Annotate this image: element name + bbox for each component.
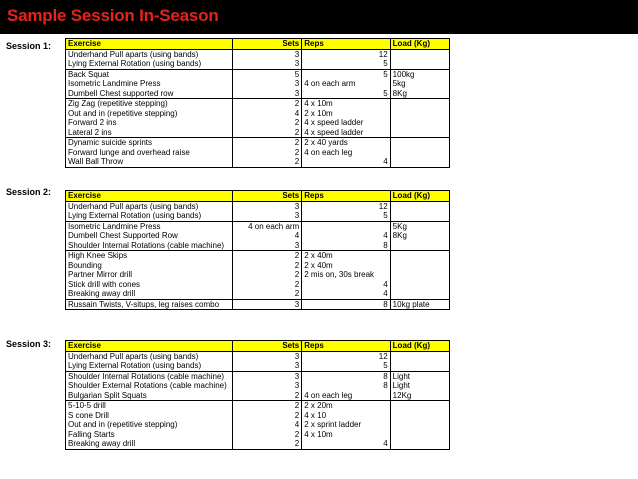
table-row	[66, 211, 450, 221]
cell-sets: 2	[232, 118, 302, 128]
cell-exercise: Bulgarian Split Squats	[66, 391, 233, 401]
header-reps: Reps	[302, 191, 390, 202]
cell-load: 10kg plate	[390, 299, 449, 310]
cell-reps: 4 on each leg	[304, 147, 353, 157]
cell-load	[390, 99, 449, 109]
table-row	[66, 241, 450, 251]
cell-exercise: Dynamic suicide sprints	[66, 138, 233, 148]
cell-sets: 5	[232, 69, 302, 79]
cell-exercise: Isometric Landmine Press	[66, 79, 233, 89]
cell-sets: 2	[232, 401, 302, 411]
table-row	[66, 148, 450, 158]
cell-sets: 3	[232, 79, 302, 89]
bottom-fade	[0, 465, 638, 479]
header-reps: Reps	[302, 341, 390, 352]
table-row	[66, 381, 450, 391]
cell-sets: 2	[232, 261, 302, 271]
cell-sets: 3	[232, 59, 302, 69]
cell-reps: 8	[302, 299, 390, 310]
page-title: Sample Session In-Season	[7, 6, 219, 25]
cell-exercise: Lying External Rotation (using bands)	[66, 211, 233, 221]
cell-exercise: Breaking away drill	[66, 289, 233, 299]
cell-sets: 3	[232, 49, 302, 59]
table-row	[66, 69, 450, 79]
table-row	[66, 201, 450, 211]
cell-load	[390, 241, 449, 251]
cell-load	[390, 261, 449, 271]
cell-exercise: Stick drill with cones	[66, 280, 233, 290]
cell-exercise: Underhand Pull aparts (using bands)	[66, 49, 233, 59]
header-exercise: Exercise	[66, 191, 233, 202]
cell-sets: 4	[232, 109, 302, 119]
cell-sets: 2	[232, 391, 302, 401]
cell-exercise: Falling Starts	[66, 430, 233, 440]
header-load: Load (Kg)	[390, 39, 449, 50]
cell-load	[390, 411, 449, 421]
cell-reps: 4	[383, 279, 388, 289]
cell-reps: 2 mis on, 30s break	[304, 270, 375, 280]
cell-reps: 4 x 10m	[302, 99, 390, 109]
table-row	[66, 361, 450, 371]
cell-load: 100kg	[390, 69, 449, 79]
cell-exercise: Lateral 2 ins	[66, 128, 233, 138]
cell-load	[390, 138, 449, 148]
cell-reps: 4	[383, 231, 388, 241]
table-row	[66, 79, 450, 89]
cell-load	[390, 128, 449, 138]
cell-reps: 4 x 10m	[304, 429, 333, 439]
cell-sets: 2	[232, 270, 302, 280]
cell-exercise: Zig Zag (repetitive stepping)	[66, 99, 233, 109]
cell-sets: 2	[232, 99, 302, 109]
cell-load	[390, 270, 449, 280]
cell-sets: 4 on each arm	[232, 221, 302, 231]
cell-load: Light	[390, 371, 449, 381]
cell-exercise: Lying External Rotation (using bands)	[66, 59, 233, 69]
table-row	[66, 371, 450, 381]
cell-load	[390, 289, 449, 299]
cell-load	[390, 157, 449, 167]
cell-exercise: Forward 2 ins	[66, 118, 233, 128]
table-row	[66, 89, 450, 99]
cell-sets: 3	[232, 381, 302, 391]
table-row	[66, 221, 450, 231]
cell-exercise: Shoulder External Rotations (cable machine)	[66, 381, 233, 391]
cell-load: 5Kg	[390, 221, 449, 231]
header-row	[66, 341, 450, 352]
cell-exercise: 5-10-5 drill	[66, 401, 233, 411]
table-row	[66, 430, 450, 440]
cell-sets: 3	[232, 361, 302, 371]
cell-reps: 4	[302, 157, 390, 167]
session-table	[65, 38, 450, 168]
cell-exercise: S cone Drill	[66, 411, 233, 421]
cell-reps: 8	[383, 240, 388, 250]
cell-reps: 8	[302, 371, 390, 381]
session-label: Session 2:	[6, 187, 52, 197]
cell-sets: 4	[232, 420, 302, 430]
cell-sets: 2	[232, 251, 302, 261]
cell-reps: 12	[378, 201, 388, 211]
cell-load	[390, 118, 449, 128]
cell-reps: 2 x 40m	[302, 251, 390, 261]
header-sets: Sets	[232, 191, 302, 202]
cell-sets: 2	[232, 128, 302, 138]
cell-exercise: Out and in (repetitive stepping)	[66, 420, 233, 430]
cell-exercise: Russain Twists, V-situps, leg raises combo	[66, 299, 233, 310]
cell-sets: 3	[232, 89, 302, 99]
cell-exercise: Back Squat	[66, 69, 233, 79]
cell-sets: 2	[232, 138, 302, 148]
header-sets: Sets	[232, 341, 302, 352]
cell-sets: 3	[232, 241, 302, 251]
title-banner	[0, 0, 638, 34]
cell-exercise: High Knee Skips	[66, 251, 233, 261]
cell-load: 8Kg	[390, 89, 449, 99]
cell-sets: 3	[232, 201, 302, 211]
cell-sets: 2	[232, 411, 302, 421]
cell-exercise: Forward lunge and overhead raise	[66, 148, 233, 158]
cell-load	[390, 49, 449, 59]
cell-reps: 4	[383, 289, 388, 299]
header-row	[66, 191, 450, 202]
cell-reps: 4 x 10	[304, 410, 327, 420]
cell-load	[390, 280, 449, 290]
cell-load	[390, 59, 449, 69]
table-row	[66, 128, 450, 138]
cell-exercise: Shoulder Internal Rotations (cable machine)	[66, 241, 233, 251]
cell-sets: 4	[232, 231, 302, 241]
cell-load	[390, 401, 449, 411]
cell-sets: 2	[232, 148, 302, 158]
cell-reps: 4 on each leg	[304, 390, 353, 400]
cell-exercise: Shoulder Internal Rotations (cable machine)	[66, 371, 233, 381]
cell-exercise: Underhand Pull aparts (using bands)	[66, 351, 233, 361]
session-table	[65, 190, 450, 310]
cell-reps: 5	[383, 361, 388, 371]
cell-load	[390, 430, 449, 440]
cell-reps: 2 x 10m	[304, 108, 333, 118]
cell-load	[390, 439, 449, 449]
cell-load: Light	[390, 381, 449, 391]
table-row	[66, 391, 450, 401]
cell-load	[390, 211, 449, 221]
table-row	[66, 157, 450, 167]
table-row	[66, 109, 450, 119]
cell-exercise: Lying External Rotation (using bands)	[66, 361, 233, 371]
cell-sets: 2	[232, 439, 302, 449]
cell-exercise: Underhand Pull aparts (using bands)	[66, 201, 233, 211]
cell-reps: 4 x speed ladder	[304, 127, 364, 137]
cell-reps: 5	[302, 69, 390, 79]
header-exercise: Exercise	[66, 341, 233, 352]
cell-reps: 5	[383, 211, 388, 221]
cell-exercise: Dumbell Chest Supported Row	[66, 231, 233, 241]
cell-reps: 12	[378, 351, 388, 361]
cell-load	[390, 201, 449, 211]
table-row	[66, 270, 450, 280]
table-row	[66, 251, 450, 261]
table-row	[66, 118, 450, 128]
session-table	[65, 340, 450, 450]
cell-reps: 4 x speed ladder	[304, 118, 364, 128]
header-exercise: Exercise	[66, 39, 233, 50]
cell-reps: 5	[383, 88, 388, 98]
table-row	[66, 299, 450, 310]
cell-exercise: Breaking away drill	[66, 439, 233, 449]
cell-sets: 2	[232, 157, 302, 167]
header-load: Load (Kg)	[390, 341, 449, 352]
table-row	[66, 49, 450, 59]
session-label: Session 1:	[6, 41, 52, 51]
cell-sets: 3	[232, 351, 302, 361]
cell-sets: 3	[232, 299, 302, 310]
cell-sets: 2	[232, 430, 302, 440]
cell-exercise: Isometric Landmine Press	[66, 221, 233, 231]
cell-sets: 3	[232, 371, 302, 381]
cell-reps: 5	[383, 59, 388, 69]
cell-load: 12Kg	[390, 391, 449, 401]
header-sets: Sets	[232, 39, 302, 50]
table-row	[66, 280, 450, 290]
table-row	[66, 411, 450, 421]
header-reps: Reps	[302, 39, 390, 50]
cell-load	[390, 148, 449, 158]
table-row	[66, 401, 450, 411]
table-row	[66, 420, 450, 430]
table-row	[66, 351, 450, 361]
table-row	[66, 261, 450, 271]
table-row	[66, 289, 450, 299]
cell-load	[390, 351, 449, 361]
cell-reps: 4	[302, 439, 390, 449]
header-load: Load (Kg)	[390, 191, 449, 202]
cell-reps: 12	[378, 49, 388, 59]
cell-sets: 3	[232, 211, 302, 221]
cell-exercise: Wall Ball Throw	[66, 157, 233, 167]
cell-exercise: Out and in (repetitive stepping)	[66, 109, 233, 119]
cell-load	[390, 420, 449, 430]
cell-sets: 2	[232, 280, 302, 290]
cell-reps: 4 on each arm	[304, 79, 356, 89]
cell-load: 5kg	[390, 79, 449, 89]
cell-reps: 2 x 40m	[304, 260, 333, 270]
table-row	[66, 439, 450, 449]
table-row	[66, 99, 450, 109]
cell-load	[390, 109, 449, 119]
session-label: Session 3:	[6, 339, 52, 349]
table-row	[66, 59, 450, 69]
cell-reps: 8	[383, 381, 388, 391]
cell-reps: 2 x 40 yards	[302, 138, 390, 148]
table-row	[66, 138, 450, 148]
table-row	[66, 231, 450, 241]
cell-load: 8Kg	[390, 231, 449, 241]
cell-load	[390, 251, 449, 261]
cell-exercise: Partner Mirror drill	[66, 270, 233, 280]
cell-exercise: Dumbell Chest supported row	[66, 89, 233, 99]
cell-exercise: Bounding	[66, 261, 233, 271]
cell-reps: 2 x sprint ladder	[304, 420, 362, 430]
header-row	[66, 39, 450, 50]
cell-reps: 2 x 20m	[302, 401, 390, 411]
cell-load	[390, 361, 449, 371]
cell-sets: 2	[232, 289, 302, 299]
cell-reps	[302, 221, 390, 231]
